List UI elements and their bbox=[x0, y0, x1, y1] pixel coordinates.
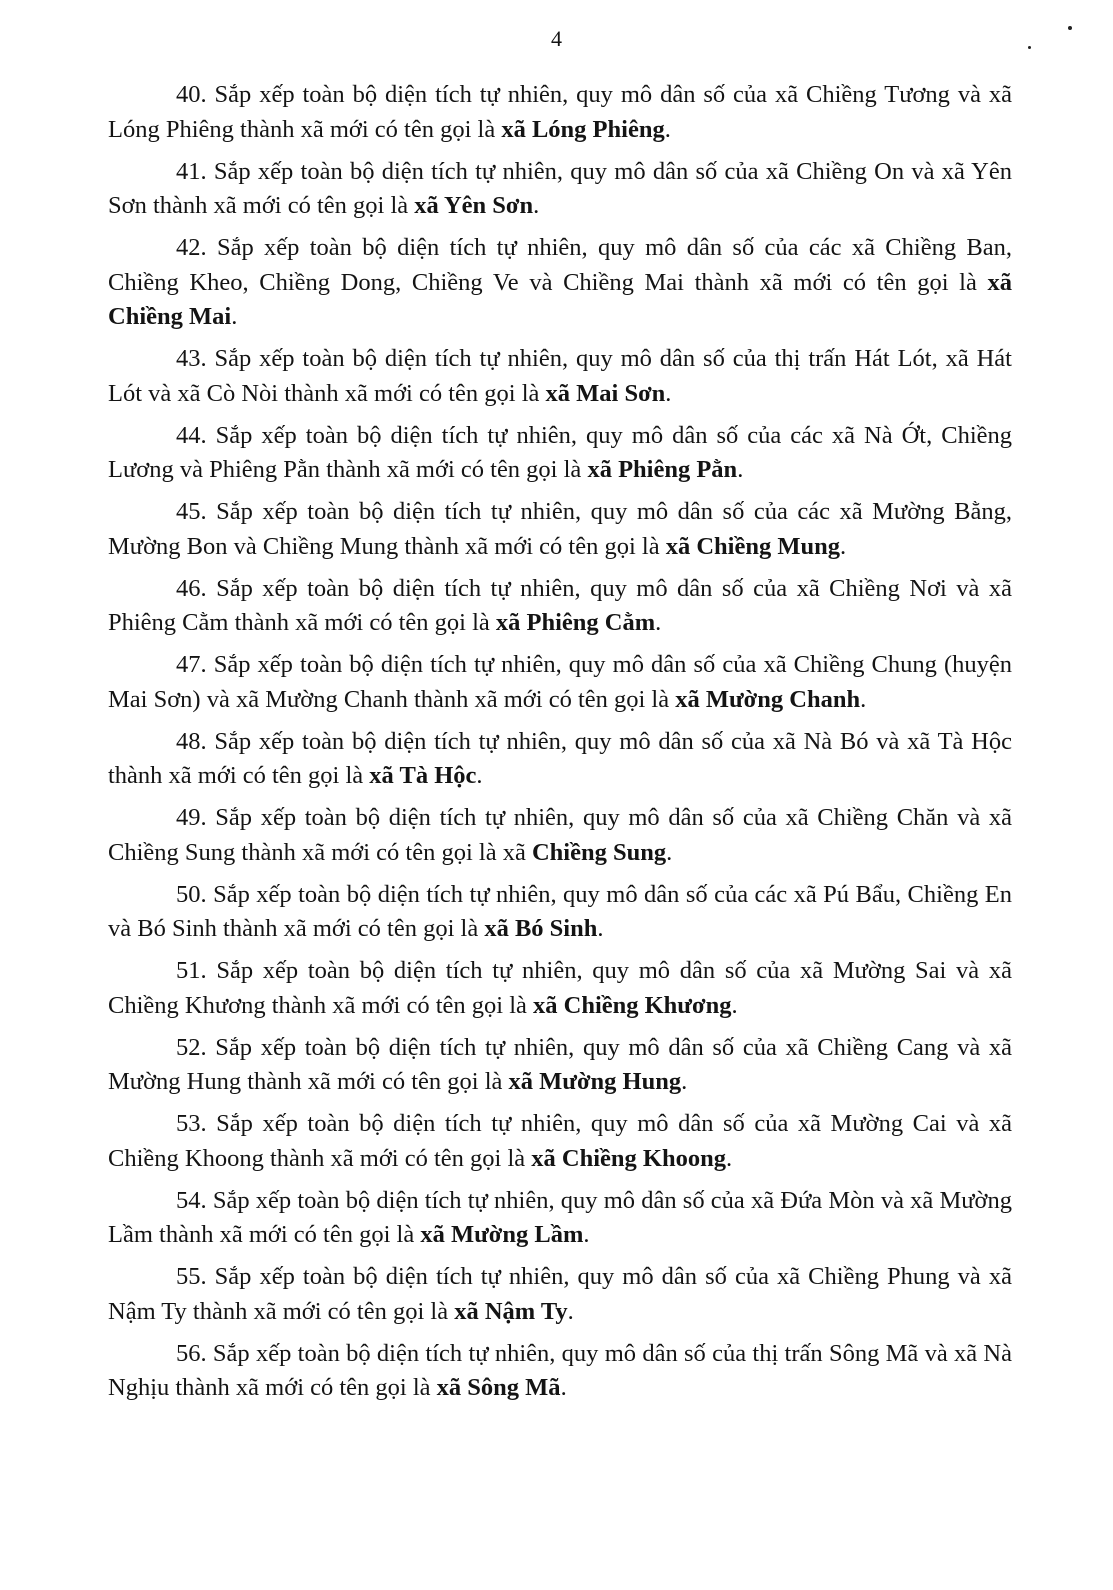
scan-speck bbox=[1068, 26, 1072, 30]
new-commune-name: xã Chiềng Mai bbox=[108, 268, 1012, 330]
article-40: 40. Sắp xếp toàn bộ diện tích tự nhiên, quy mô dân số của xã Chiềng Tương và xã Lóng Phiêng thành xã mới có tên gọi là xã Lóng Phiêng. bbox=[108, 81, 1012, 143]
article-51: 51. Sắp xếp toàn bộ diện tích tự nhiên, quy mô dân số của xã Mường Sai và xã Chiềng Khương thành xã mới có tên gọi là xã Chiềng Khương. bbox=[108, 957, 1012, 1019]
article-44: 44. Sắp xếp toàn bộ diện tích tự nhiên, quy mô dân số của các xã Nà Ớt, Chiềng Lương và Phiêng Pằn thành xã mới có tên gọi là xã Phiêng Pằn. bbox=[108, 421, 1012, 483]
new-commune-name: xã Phiêng Cằm bbox=[495, 609, 656, 636]
new-commune-name: xã Chiềng Mung bbox=[665, 532, 840, 560]
article-56: 56. Sắp xếp toàn bộ diện tích tự nhiên, quy mô dân số của thị trấn Sông Mã và xã Nà Nghịu thành xã mới có tên gọi là xã Sông Mã. bbox=[108, 1339, 1012, 1401]
page-number: 4 bbox=[551, 26, 562, 51]
article-42: 42. Sắp xếp toàn bộ diện tích tự nhiên, quy mô dân số của các xã Chiềng Ban, Chiềng Kheo, Chiềng Dong, Chiềng Ve và Chiềng Mai thành xã mới có tên gọi là xã Chiềng Mai. bbox=[108, 234, 1012, 330]
new-commune-name: xã Tà Hộc bbox=[369, 762, 477, 789]
new-commune-name: Chiềng Sung bbox=[531, 838, 667, 866]
article-54: 54. Sắp xếp toàn bộ diện tích tự nhiên, quy mô dân số của xã Đứa Mòn và xã Mường Lầm thành xã mới có tên gọi là xã Mường Lầm. bbox=[108, 1186, 1012, 1248]
article-41: 41. Sắp xếp toàn bộ diện tích tự nhiên, quy mô dân số của xã Chiềng On và xã Yên Sơn thành xã mới có tên gọi là xã Yên Sơn. bbox=[108, 157, 1012, 219]
article-55: 55. Sắp xếp toàn bộ diện tích tự nhiên, quy mô dân số của xã Chiềng Phung và xã Nậm Ty thành xã mới có tên gọi là xã Nậm Ty. bbox=[108, 1263, 1012, 1325]
article-43: 43. Sắp xếp toàn bộ diện tích tự nhiên, quy mô dân số của thị trấn Hát Lót, xã Hát Lót và xã Cò Nòi thành xã mới có tên gọi là xã Mai Sơn. bbox=[108, 345, 1012, 407]
article-47: 47. Sắp xếp toàn bộ diện tích tự nhiên, quy mô dân số của xã Chiềng Chung (huyện Mai Sơn) và xã Mường Chanh thành xã mới có tên gọi là xã Mường Chanh. bbox=[108, 651, 1012, 713]
article-53: 53. Sắp xếp toàn bộ diện tích tự nhiên, quy mô dân số của xã Mường Cai và xã Chiềng Khoong thành xã mới có tên gọi là xã Chiềng Khoong. bbox=[108, 1110, 1012, 1172]
article-45: 45. Sắp xếp toàn bộ diện tích tự nhiên, quy mô dân số của các xã Mường Bằng, Mường Bon và Chiềng Mung thành xã mới có tên gọi là xã Chiềng Mung. bbox=[108, 498, 1012, 560]
new-commune-name: xã Chiềng Khương bbox=[533, 991, 732, 1019]
article-49: 49. Sắp xếp toàn bộ diện tích tự nhiên, quy mô dân số của xã Chiềng Chăn và xã Chiềng Sung thành xã mới có tên gọi là xã Chiềng Sung. bbox=[108, 804, 1012, 866]
article-50: 50. Sắp xếp toàn bộ diện tích tự nhiên, quy mô dân số của các xã Pú Bẩu, Chiềng En và Bó Sinh thành xã mới có tên gọi là xã Bó Sinh. bbox=[108, 880, 1012, 942]
new-commune-name: xã Bó Sinh bbox=[484, 915, 598, 942]
article-48: 48. Sắp xếp toàn bộ diện tích tự nhiên, quy mô dân số của xã Nà Bó và xã Tà Hộc thành xã mới có tên gọi là xã Tà Hộc. bbox=[108, 727, 1012, 789]
article-52: 52. Sắp xếp toàn bộ diện tích tự nhiên, quy mô dân số của xã Chiềng Cang và xã Mường Hung thành xã mới có tên gọi là xã Mường Hung. bbox=[108, 1033, 1012, 1095]
new-commune-name: xã Mường Lầm bbox=[420, 1221, 584, 1248]
new-commune-name: xã Phiêng Pằn bbox=[587, 456, 738, 483]
new-commune-name: xã Nậm Ty bbox=[454, 1297, 568, 1325]
new-commune-name: xã Mai Sơn bbox=[545, 379, 666, 407]
article-46: 46. Sắp xếp toàn bộ diện tích tự nhiên, quy mô dân số của xã Chiềng Nơi và xã Phiêng Cằm thành xã mới có tên gọi là xã Phiêng Cằm. bbox=[108, 574, 1012, 636]
new-commune-name: xã Mường Chanh bbox=[675, 685, 861, 713]
new-commune-name: xã Chiềng Khoong bbox=[531, 1144, 726, 1172]
new-commune-name: xã Yên Sơn bbox=[414, 192, 534, 219]
new-commune-name: xã Mường Hung bbox=[508, 1068, 682, 1095]
new-commune-name: xã Lóng Phiêng bbox=[501, 115, 665, 143]
scan-speck bbox=[1028, 46, 1031, 49]
document-body bbox=[108, 78, 1012, 1413]
new-commune-name: xã Sông Mã bbox=[436, 1374, 561, 1401]
